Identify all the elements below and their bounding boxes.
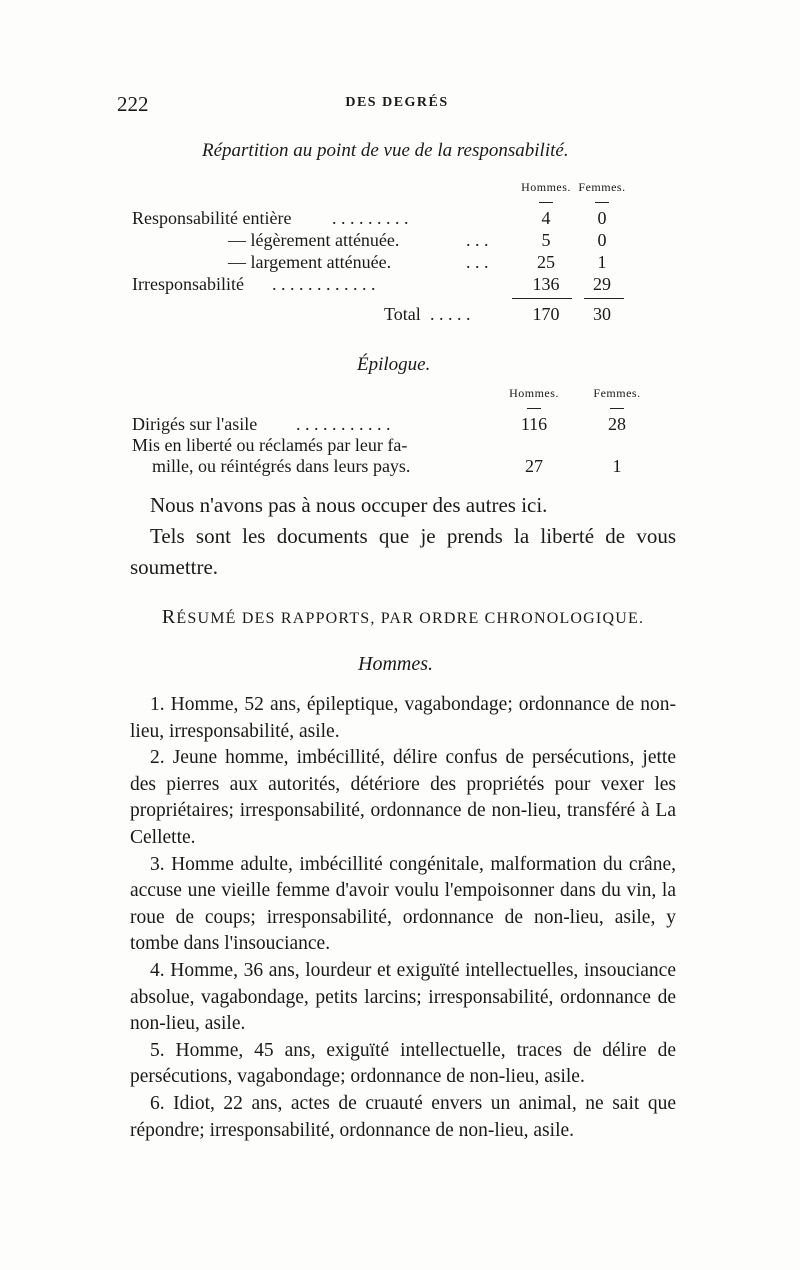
leader-dots: . . . (466, 252, 489, 272)
row-label: — largement atténuée. (228, 252, 392, 272)
table1-title: Répartition au point de vue de la responsabilité. (202, 140, 569, 161)
running-head: DES DEGRÉS (345, 95, 449, 110)
row-label: Responsabilité entière (132, 208, 292, 228)
section-title-initial: R (161, 606, 177, 628)
leader-dots: . . . . . (430, 304, 471, 324)
total-femmes: 30 (593, 304, 611, 324)
row-label-continued: mille, ou réintégrés dans leurs pays. (152, 456, 411, 476)
table2 (132, 386, 652, 486)
row-label: Dirigés sur l'asile (132, 414, 258, 434)
cell-femmes: 28 (608, 414, 626, 434)
list-item: 5. Homme, 45 ans, exiguïté intellectuelle, traces de délire de persécutions, vagabondage; ordonnance de non-lieu, asile. (130, 1039, 676, 1088)
table2-title: Épilogue. (357, 354, 431, 375)
table1-col-femmes: Femmes. (578, 180, 626, 194)
table2-col-femmes: Femmes. (593, 386, 641, 400)
total-label: Total (384, 304, 421, 324)
table-row (132, 456, 652, 478)
leader-dots: . . . . . . . . . (332, 208, 409, 228)
cell-femmes: 0 (597, 208, 607, 228)
section-subtitle: Hommes. (358, 653, 433, 675)
cell-hommes: 116 (520, 414, 548, 434)
table1 (132, 180, 632, 330)
table-row (132, 252, 632, 274)
total-hommes: 170 (532, 304, 560, 324)
table2-col-hommes: Hommes. (509, 386, 559, 400)
page-header (117, 92, 677, 122)
cell-hommes: 25 (537, 252, 555, 272)
cell-femmes: 1 (612, 456, 622, 476)
cell-hommes: 4 (541, 208, 551, 228)
cell-femmes: 0 (597, 230, 607, 250)
leader-dots: . . . (466, 230, 489, 250)
cell-femmes: 1 (597, 252, 607, 272)
leader-dots: . . . . . . . . . . . (296, 414, 391, 434)
col-dash (527, 408, 541, 409)
cell-hommes: 27 (525, 456, 543, 476)
table-row (132, 414, 652, 436)
col-dash (610, 408, 624, 409)
table-row (132, 208, 632, 230)
leader-dots: . . . . . . . . . . . . (272, 274, 376, 294)
row-label: Irresponsabilité (132, 274, 244, 294)
col-dash (595, 202, 609, 203)
sum-rule (584, 298, 624, 299)
list-item: 3. Homme adulte, imbécillité congénitale, malformation du crâne, accuse une vieille femme d'avoir voulu l'empoisonner dans du vin, la roue de coups; irresponsabilité, ordonnance de non-lieu, asile, y tombe dans l'insouciance. (130, 853, 676, 955)
table-total-row (132, 304, 632, 326)
table-row (132, 435, 652, 457)
sum-rule (512, 298, 572, 299)
table-row (132, 230, 632, 252)
list-item: 6. Idiot, 22 ans, actes de cruauté envers un animal, ne sait que répondre; irresponsabilité, ordonnance de non-lieu, asile. (130, 1092, 676, 1141)
paragraph: Tels sont les documents que je prends la liberté de vous soumettre. (130, 524, 676, 579)
table-row (132, 274, 632, 296)
entries-list (130, 692, 676, 1144)
section-title (130, 606, 676, 629)
list-item: 2. Jeune homme, imbécillité, délire confus de persécutions, jette des pierres aux autorités, détériore des propriétés pour vexer les propriétaires; irresponsabilité, ordonnance de non-lieu, transféré à La Cellette. (130, 747, 676, 848)
row-label: Mis en liberté ou réclamés par leur fa- (132, 435, 408, 455)
col-dash (539, 202, 553, 203)
paragraph: Nous n'avons pas à nous occuper des autres ici. (150, 493, 548, 517)
cell-femmes: 29 (593, 274, 611, 294)
body-paragraphs (130, 490, 676, 583)
section-title-rest: ÉSUMÉ DES RAPPORTS, PAR ORDRE CHRONOLOGIQUE. (176, 610, 645, 627)
table1-col-hommes: Hommes. (521, 180, 571, 194)
list-item: 4. Homme, 36 ans, lourdeur et exiguïté intellectuelles, insouciance absolue, vagabondage, petits larcins; irresponsabilité, ordonnance de non-lieu, asile. (130, 959, 676, 1035)
row-label: — légèrement atténuée. (228, 230, 400, 250)
page-number: 222 (117, 92, 149, 116)
cell-hommes: 136 (532, 274, 560, 294)
list-item: 1. Homme, 52 ans, épileptique, vagabondage; ordonnance de non-lieu, irresponsabilité, asile. (130, 694, 676, 742)
cell-hommes: 5 (541, 230, 551, 250)
